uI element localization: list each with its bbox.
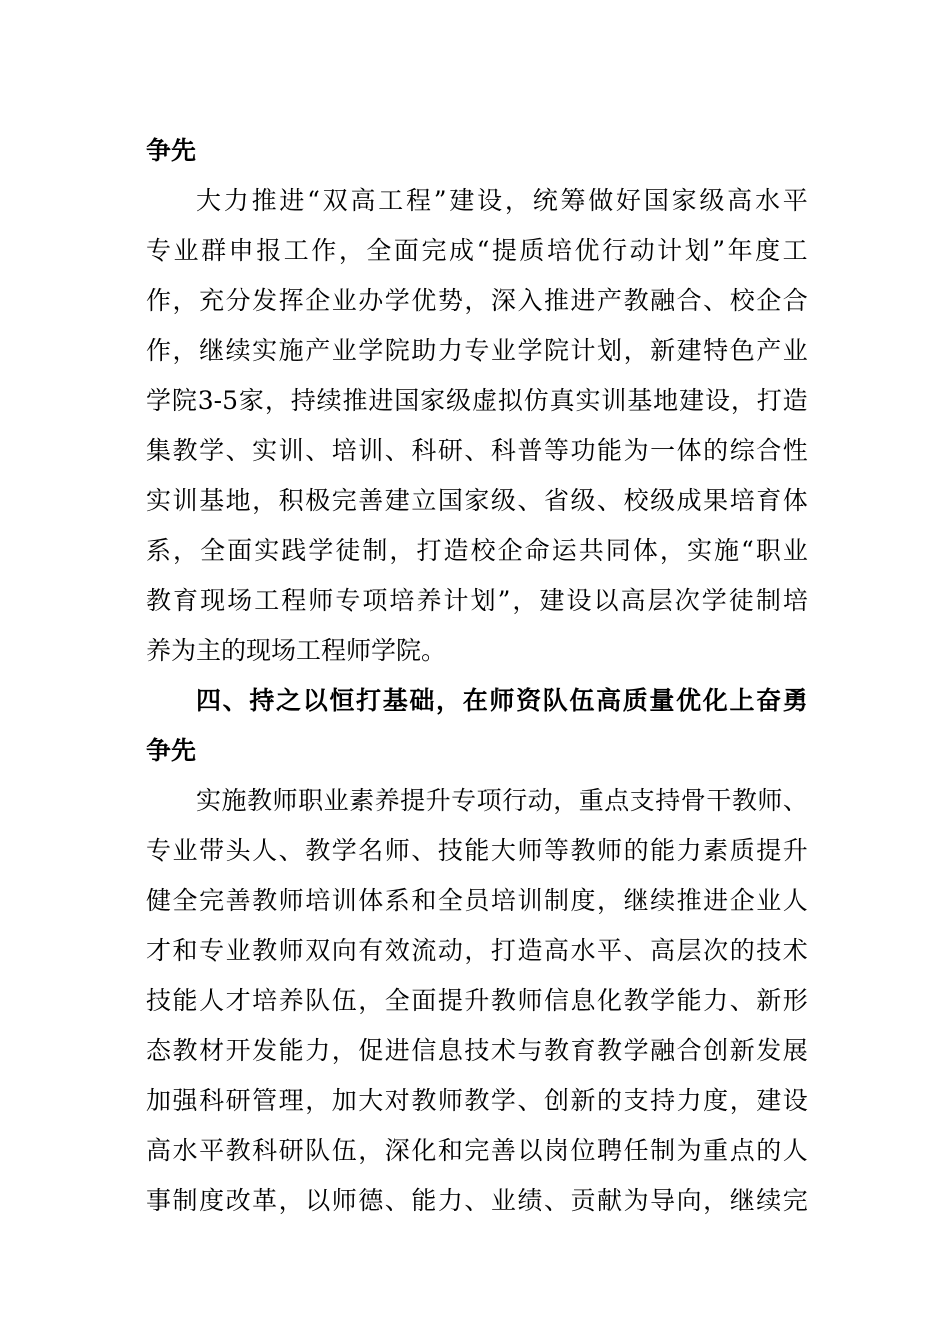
section-heading-line: 四 、 持 之 以 恒 打 基 础 ， 在 师 资 队 伍 高 质 量 优 化 上 奋 勇 (196, 686, 808, 715)
paragraph-line: 系 ， 全 面 实 践 学 徒 制 ， 打 造 校 企 命 运 共 同 体 ， 实 施 “ 职 业 (146, 536, 808, 565)
paragraph-line: 作 ， 充 分 发 挥 企 业 办 学 优 势 ， 深 入 推 进 产 教 融 合 、 校 企 合 (146, 286, 808, 315)
paragraph-line: 集 教 学 、 实 训 、 培 训 、 科 研 、 科 普 等 功 能 为 一 体 的 综 合 性 (146, 436, 808, 465)
paragraph-line: 技 能 人 才 培 养 队 伍 ， 全 面 提 升 教 师 信 息 化 教 学 能 力 、 新 形 (146, 986, 808, 1015)
section-heading-line: 争先 (146, 736, 197, 765)
paragraph-line: 养为主的现场工程师学院。 (146, 636, 447, 665)
paragraph-line: 教 育 现 场 工 程 师 专 项 培 养 计 划 ” ， 建 设 以 高 层 次 学 徒 制 培 (146, 586, 808, 615)
paragraph-line: 加 强 科 研 管 理 ， 加 大 对 教 师 教 学 、 创 新 的 支 持 力 度 ， 建 设 (146, 1086, 808, 1115)
paragraph-line: 才 和 专 业 教 师 双 向 有 效 流 动 ， 打 造 高 水 平 、 高 层 次 的 技 术 (146, 936, 808, 965)
paragraph-line: 专 业 带 头 人 、 教 学 名 师 、 技 能 大 师 等 教 师 的 能 力 素 质 提 升 (146, 836, 808, 865)
paragraph-line: 事 制 度 改 革 ， 以 师 德 、 能 力 、 业 绩 、 贡 献 为 导 向 ， 继 续 完 (146, 1186, 808, 1215)
paragraph-line: 态 教 材 开 发 能 力 ， 促 进 信 息 技 术 与 教 育 教 学 融 合 创 新 发 展 (146, 1036, 808, 1065)
document-page (146, 126, 808, 1226)
paragraph-line: 健 全 完 善 教 师 培 训 体 系 和 全 员 培 训 制 度 ， 继 续 推 进 企 业 人 (146, 886, 808, 915)
paragraph-line: 大 力 推 进 “ 双 高 工 程 ” 建 设 ， 统 筹 做 好 国 家 级 高 水 平 (196, 186, 808, 215)
paragraph-line: 实 施 教 师 职 业 素 养 提 升 专 项 行 动 ， 重 点 支 持 骨 干 教 师 、 (196, 786, 808, 815)
paragraph-line: 高 水 平 教 科 研 队 伍 ， 深 化 和 完 善 以 岗 位 聘 任 制 为 重 点 的 人 (146, 1136, 808, 1165)
section-heading-line: 争先 (146, 136, 197, 165)
paragraph-line: 作 ， 继 续 实 施 产 业 学 院 助 力 专 业 学 院 计 划 ， 新 建 特 色 产 业 (146, 336, 808, 365)
paragraph-line: 学 院 3-5 家 ， 持 续 推 进 国 家 级 虚 拟 仿 真 实 训 基 地 建 设 ， 打 造 (146, 386, 808, 415)
paragraph-line: 实 训 基 地 ， 积 极 完 善 建 立 国 家 级 、 省 级 、 校 级 成 果 培 育 体 (146, 486, 808, 515)
paragraph-line: 专 业 群 申 报 工 作 ， 全 面 完 成 “ 提 质 培 优 行 动 计 划 ” 年 度 工 (146, 236, 808, 265)
